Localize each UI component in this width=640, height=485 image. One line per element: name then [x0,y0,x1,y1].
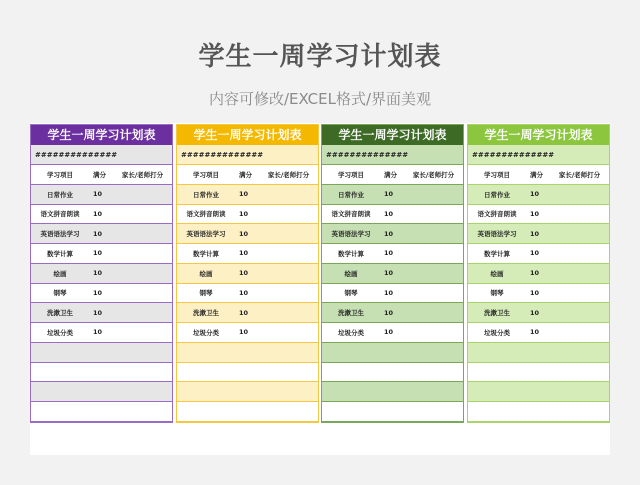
table-row[interactable] [468,244,609,264]
item-cell[interactable]: 垃圾分类 [193,328,219,337]
table-row[interactable] [31,284,172,304]
full-score-cell[interactable]: 满分 [93,170,106,179]
full-score-cell[interactable]: 10 [384,288,394,297]
table-row-empty[interactable] [31,402,172,422]
full-score-cell[interactable]: 10 [93,288,103,297]
rating-cell[interactable]: 家长/老师打分 [558,170,601,179]
full-score-cell[interactable]: 10 [93,269,103,278]
full-score-cell[interactable]: 10 [239,249,249,258]
table-row[interactable] [177,303,318,323]
item-cell[interactable]: 语文拼音朗读 [186,210,226,219]
item-cell[interactable]: 日常作业 [484,190,510,199]
item-cell[interactable]: 垃圾分类 [338,328,364,337]
table-row[interactable] [468,224,609,244]
table-header-row[interactable] [322,165,463,185]
item-cell[interactable]: 洗漱卫生 [193,309,219,318]
full-score-cell[interactable]: 10 [93,229,103,238]
date-cell[interactable]: ############## [177,145,318,165]
table-row-empty[interactable] [31,363,172,383]
table-header-row[interactable] [468,165,609,185]
item-cell[interactable]: 洗漱卫生 [47,309,73,318]
table-row[interactable] [468,284,609,304]
table-row[interactable] [322,264,463,284]
page-subtitle: 内容可修改/EXCEL格式/界面美观 [208,90,432,108]
item-cell[interactable]: 垃圾分类 [484,328,510,337]
full-score-cell[interactable]: 10 [384,269,394,278]
item-cell[interactable]: 日常作业 [47,190,73,199]
full-score-cell[interactable]: 10 [530,190,540,199]
table-title: 学生一周学习计划表 [177,125,318,145]
table-row[interactable] [177,185,318,205]
table-row-empty[interactable] [322,363,463,383]
plan-table-4 [467,124,610,423]
item-cell[interactable]: 洗漱卫生 [484,309,510,318]
item-cell[interactable]: 英语语法学习 [331,230,371,239]
full-score-cell[interactable]: 10 [530,328,540,337]
table-row[interactable] [177,224,318,244]
item-cell[interactable]: 英语语法学习 [40,230,80,239]
table-row[interactable] [322,205,463,225]
table-row[interactable] [31,224,172,244]
table-row[interactable] [322,303,463,323]
table-row[interactable] [468,185,609,205]
full-score-cell[interactable]: 10 [384,328,394,337]
item-cell[interactable]: 数学计算 [47,249,73,258]
item-cell[interactable]: 数学计算 [484,249,510,258]
item-cell[interactable]: 学习项目 [484,170,510,179]
full-score-cell[interactable]: 10 [93,328,103,337]
full-score-cell[interactable]: 10 [239,288,249,297]
table-row[interactable] [31,205,172,225]
page-title: 学生一周学习计划表 [198,42,442,72]
table-row[interactable] [177,205,318,225]
full-score-cell[interactable]: 10 [239,209,249,218]
item-cell[interactable]: 学习项目 [47,170,73,179]
table-row-empty[interactable] [177,382,318,402]
table-row[interactable] [177,284,318,304]
full-score-cell[interactable]: 10 [239,229,249,238]
full-score-cell[interactable]: 10 [239,328,249,337]
item-cell[interactable]: 英语语法学习 [186,230,226,239]
table-row-empty[interactable] [31,382,172,402]
table-row[interactable] [31,185,172,205]
full-score-cell[interactable]: 10 [93,308,103,317]
table-row[interactable] [322,323,463,343]
table-title: 学生一周学习计划表 [322,125,463,145]
plan-table-3 [321,124,464,423]
full-score-cell[interactable]: 10 [93,209,103,218]
table-title: 学生一周学习计划表 [31,125,172,145]
item-cell[interactable]: 日常作业 [338,190,364,199]
full-score-cell[interactable]: 10 [530,308,540,317]
table-row-empty[interactable] [177,402,318,422]
table-row-empty[interactable] [468,402,609,422]
item-cell[interactable]: 绘画 [199,269,213,278]
full-score-cell[interactable]: 10 [93,190,103,199]
full-score-cell[interactable]: 满分 [530,170,543,179]
full-score-cell[interactable]: 10 [239,190,249,199]
date-cell[interactable]: ############## [468,145,609,165]
table-row[interactable] [322,224,463,244]
item-cell[interactable]: 日常作业 [193,190,219,199]
full-score-cell[interactable]: 10 [384,229,394,238]
item-cell[interactable]: 数学计算 [193,249,219,258]
table-row[interactable] [322,284,463,304]
full-score-cell[interactable]: 10 [384,249,394,258]
item-cell[interactable]: 语文拼音朗读 [40,210,80,219]
item-cell[interactable]: 学习项目 [338,170,364,179]
full-score-cell[interactable]: 满分 [239,170,252,179]
full-score-cell[interactable]: 满分 [384,170,397,179]
table-row-empty[interactable] [177,343,318,363]
item-cell[interactable]: 钢琴 [53,289,67,298]
table-row-empty[interactable] [468,382,609,402]
table-row[interactable] [31,323,172,343]
item-cell[interactable]: 英语语法学习 [477,230,517,239]
item-cell[interactable]: 绘画 [490,269,504,278]
table-row-empty[interactable] [177,363,318,383]
full-score-cell[interactable]: 10 [93,249,103,258]
full-score-cell[interactable]: 10 [530,209,540,218]
full-score-cell[interactable]: 10 [530,288,540,297]
item-cell[interactable]: 绘画 [53,269,67,278]
table-row[interactable] [177,323,318,343]
table-title: 学生一周学习计划表 [468,125,609,145]
table-row-empty[interactable] [468,363,609,383]
full-score-cell[interactable]: 10 [530,229,540,238]
table-header-row[interactable] [31,165,172,185]
table-row-empty[interactable] [322,402,463,422]
item-cell[interactable]: 数学计算 [338,249,364,258]
full-score-cell[interactable]: 10 [384,308,394,317]
full-score-cell[interactable]: 10 [239,308,249,317]
item-cell[interactable]: 学习项目 [193,170,219,179]
table-header-row[interactable] [177,165,318,185]
item-cell[interactable]: 绘画 [344,269,358,278]
table-row[interactable] [468,303,609,323]
plan-table-2 [176,124,319,423]
full-score-cell[interactable]: 10 [239,269,249,278]
full-score-cell[interactable]: 10 [384,190,394,199]
table-row-empty[interactable] [322,343,463,363]
full-score-cell[interactable]: 10 [530,249,540,258]
table-row[interactable] [31,244,172,264]
table-row[interactable] [31,303,172,323]
table-row-empty[interactable] [31,343,172,363]
table-row[interactable] [468,323,609,343]
table-row[interactable] [31,264,172,284]
table-row[interactable] [177,264,318,284]
rating-cell[interactable]: 家长/老师打分 [121,170,164,179]
table-row[interactable] [468,205,609,225]
item-cell[interactable]: 垃圾分类 [47,328,73,337]
item-cell[interactable]: 语文拼音朗读 [331,210,371,219]
full-score-cell[interactable]: 10 [530,269,540,278]
item-cell[interactable]: 钢琴 [490,289,504,298]
table-row[interactable] [322,185,463,205]
table-row-empty[interactable] [468,343,609,363]
item-cell[interactable]: 洗漱卫生 [338,309,364,318]
date-cell[interactable]: ############## [322,145,463,165]
plan-table-1 [30,124,173,423]
item-cell[interactable]: 钢琴 [199,289,213,298]
rating-cell[interactable]: 家长/老师打分 [267,170,310,179]
table-row[interactable] [177,244,318,264]
rating-cell[interactable]: 家长/老师打分 [412,170,455,179]
full-score-cell[interactable]: 10 [384,209,394,218]
item-cell[interactable]: 钢琴 [344,289,358,298]
date-cell[interactable]: ############## [31,145,172,165]
table-row[interactable] [322,244,463,264]
item-cell[interactable]: 语文拼音朗读 [477,210,517,219]
table-row[interactable] [468,264,609,284]
table-row-empty[interactable] [322,382,463,402]
